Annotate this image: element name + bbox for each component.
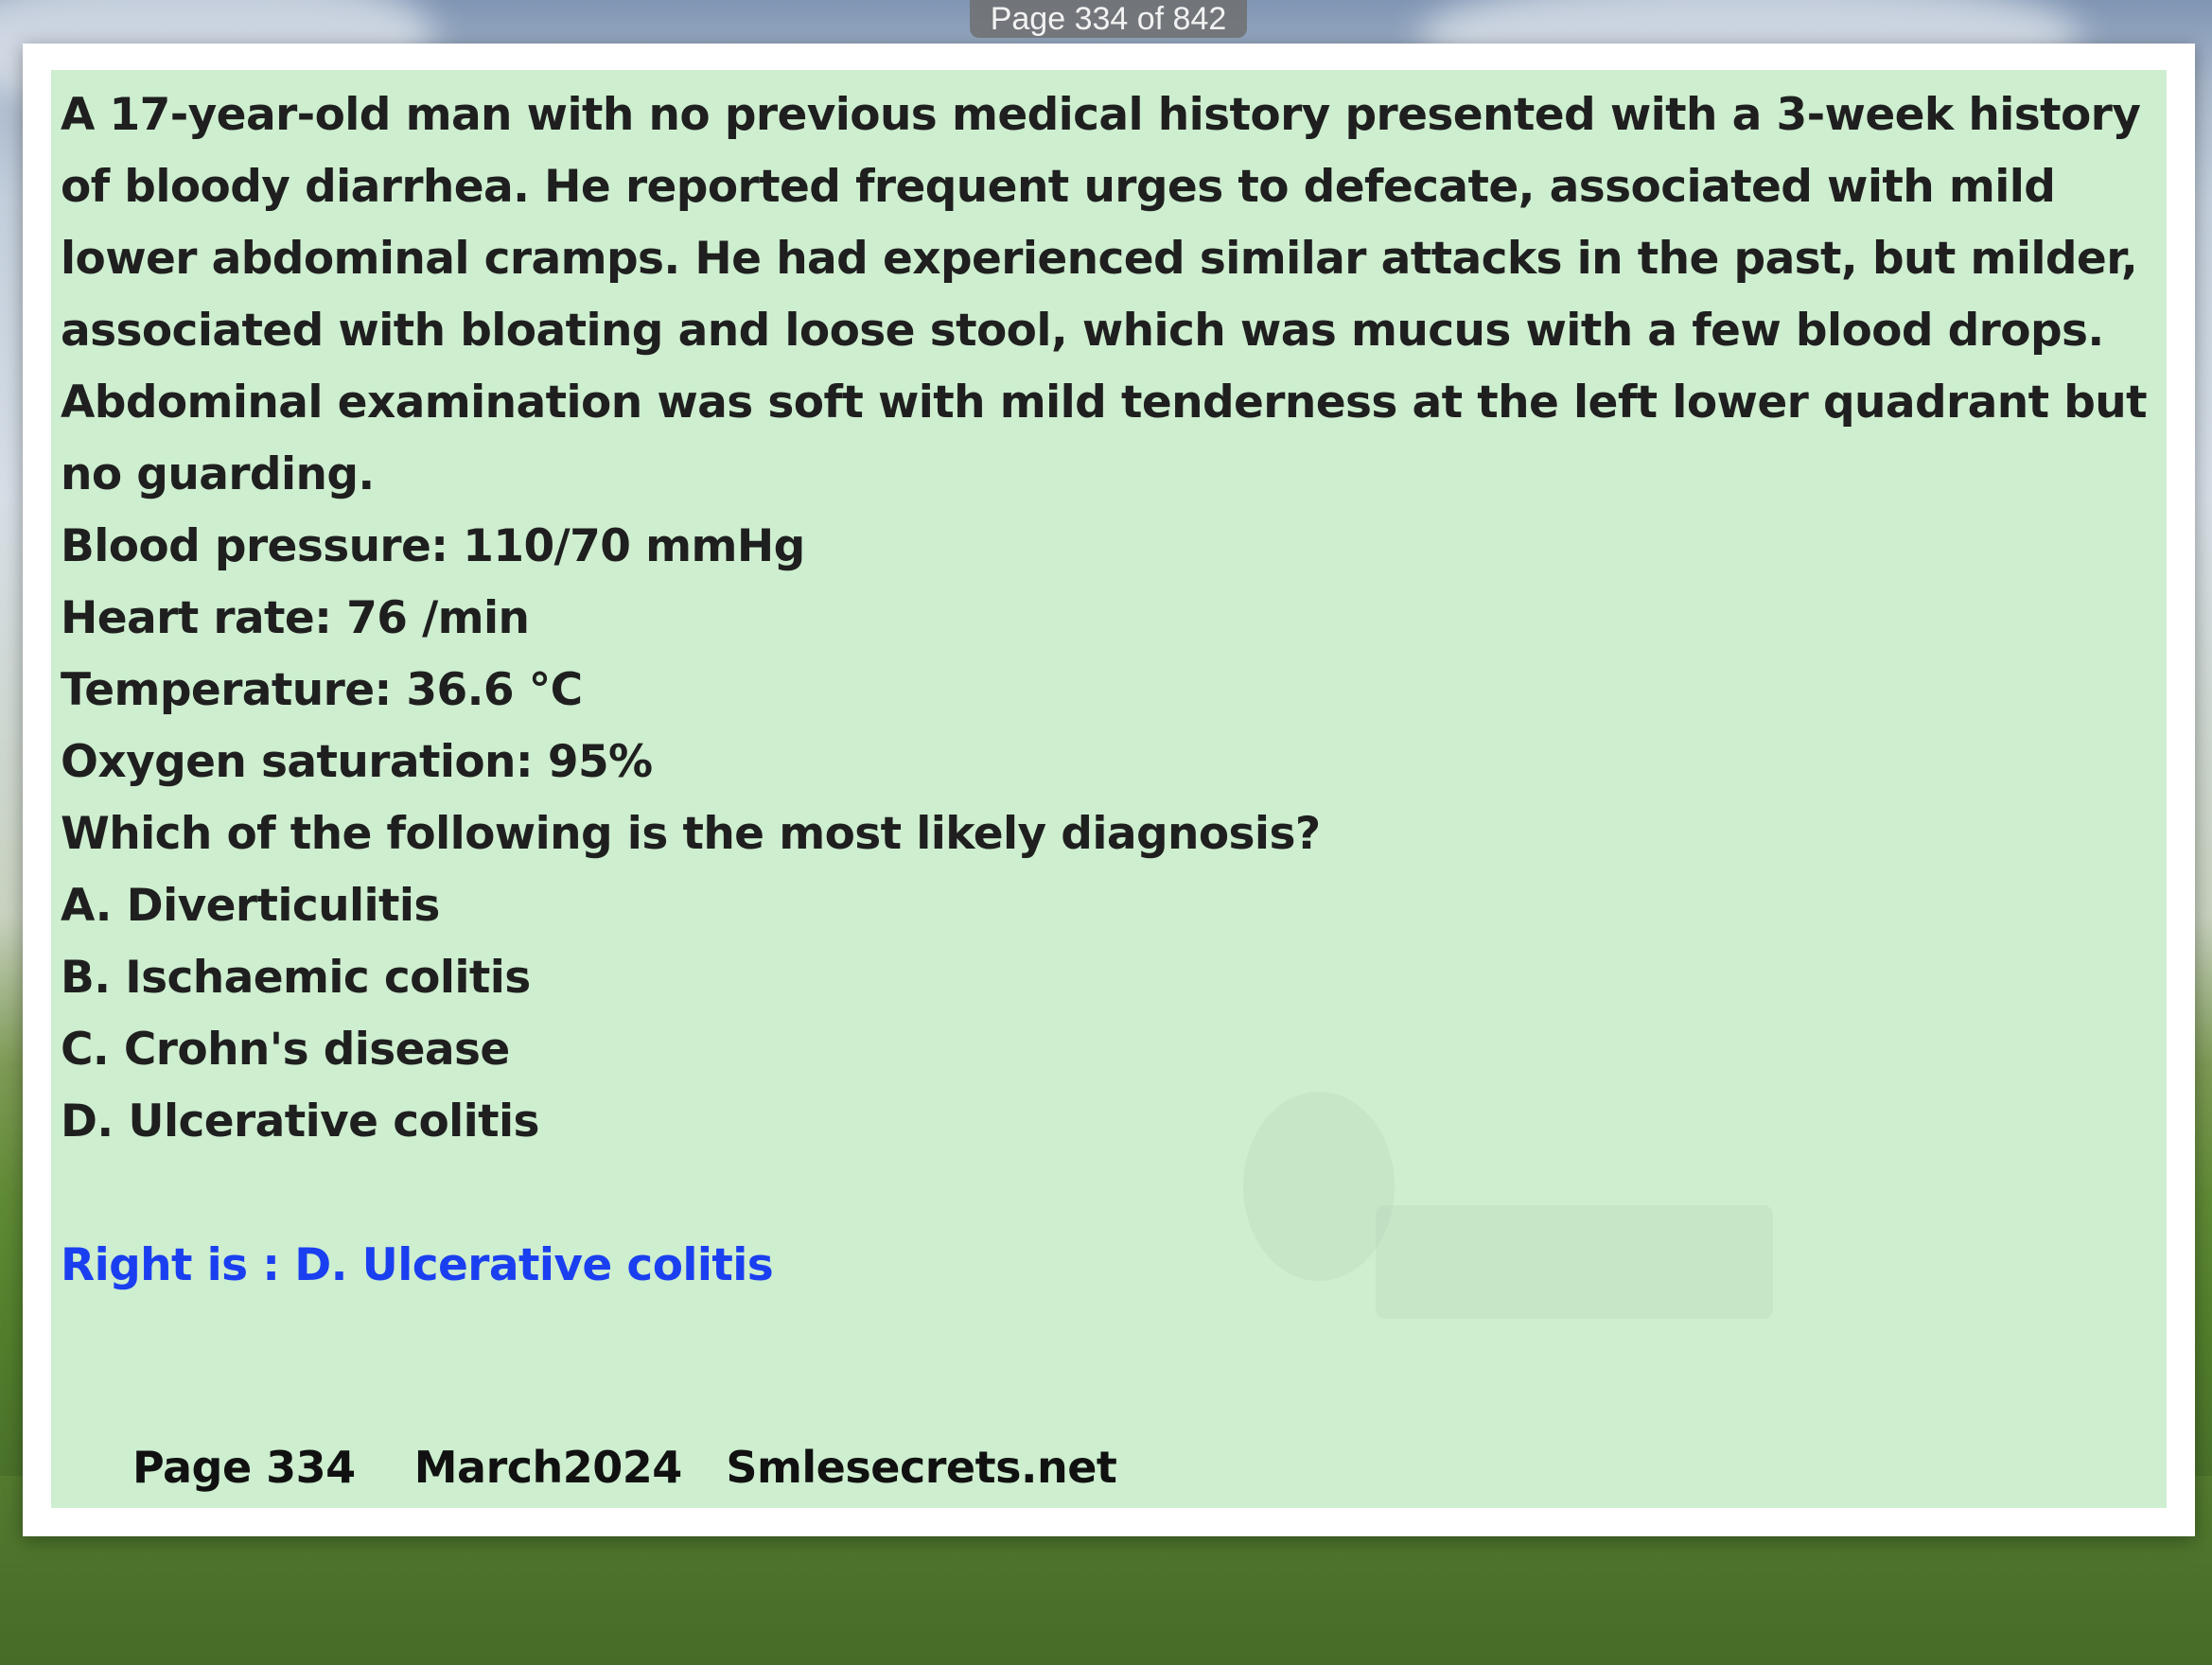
vital-heart-rate: Heart rate: 76 /min — [61, 592, 530, 644]
vital-oxygen-saturation: Oxygen saturation: 95% — [61, 736, 653, 788]
correct-answer: Right is : D. Ulcerative colitis — [61, 1239, 774, 1291]
page-indicator: Page 334 of 842 — [970, 0, 1247, 38]
question-stem: A 17-year-old man with no previous medical history presented with a 3-week history of bloody diarrhea. He reported frequent urges to defecate, associated with mild lower abdominal cramps. He had experienced similar attacks in the past, but milder, associated with bloating and loose stool, which was mucus with a few blood drops. Abdominal examination was soft with mild tenderness at the left lower quadrant but no guarding. — [61, 89, 2147, 500]
footer-site: Smlesecrets.net — [726, 1442, 1117, 1493]
footer-date: March2024 — [413, 1442, 682, 1493]
option-a: A. Diverticulitis — [61, 880, 440, 932]
question-panel — [51, 70, 2167, 1508]
option-d: D. Ulcerative colitis — [61, 1095, 539, 1148]
vital-temperature: Temperature: 36.6 °C — [61, 664, 583, 716]
option-b: B. Ischaemic colitis — [61, 952, 531, 1004]
question-prompt: Which of the following is the most likely diagnosis? — [61, 808, 1321, 860]
page-footer — [132, 1442, 1116, 1493]
spacer — [61, 1158, 2161, 1230]
vital-blood-pressure: Blood pressure: 110/70 mmHg — [61, 520, 805, 572]
option-c: C. Crohn's disease — [61, 1024, 510, 1076]
question-block — [61, 79, 2161, 1302]
footer-page-number: Page 334 — [132, 1442, 356, 1493]
page-card — [23, 44, 2195, 1536]
